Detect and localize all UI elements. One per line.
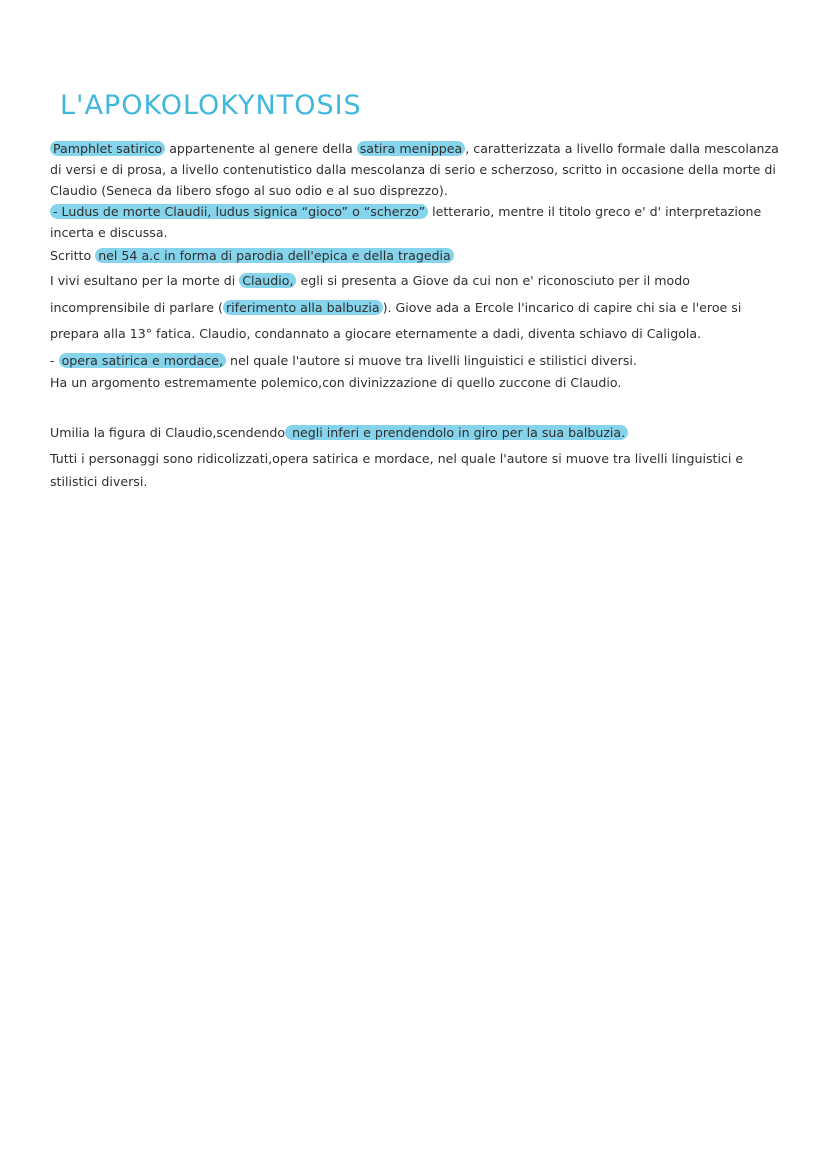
highlight-balbuzia: riferimento alla balbuzia [223,300,383,315]
highlight-claudio: Claudio, [239,273,296,288]
highlight-parodia: nel 54 a.c in forma di parodia dell'epica e della tragedia [95,248,454,263]
page-title: L'APOKOLOKYNTOSIS [60,90,362,121]
paragraph-opera: - opera satirica e mordace, nel quale l'autore si muove tra livelli linguistici e stilistici diversi. [50,352,637,368]
paragraph-trama: I vivi esultano per la morte di Claudio, egli si presenta a Giove da cui non e' riconosciuto per il modo incomprensibile di parlare ( riferimento alla balbuzia ). Giove ada a Ercole l'incarico di capire chi sia e l'eroe si prepara alla 13° fatica. Claudio, condannato a giocare eternamente a dadi, diventa schiavo di Caligola. [50,273,742,342]
highlight-inferi: negli inferi e prendendolo in giro per la sua balbuzia. [285,425,628,440]
paragraph-personaggi: Tutti i personaggi sono ridicolizzati,opera satirica e mordace, nel quale l'autore si muove tra livelli linguistici e stilistici diversi. [50,451,744,489]
paragraph-gap [50,394,780,416]
notes-body [50,138,780,493]
highlight-pamphlet: Pamphlet satirico [50,141,165,156]
highlight-ludus: - Ludus de morte Claudii, ludus signica “gioco” o “scherzo” [50,204,428,219]
paragraph-ludus: - Ludus de morte Claudii, ludus signica “gioco” o “scherzo” letterario, mentre il titolo greco e' d' interpretazione incerta e discussa. [50,204,762,240]
paragraph-argomento: Ha un argomento estremamente polemico,con divinizzazione di quello zuccone di Claudio. [50,374,622,390]
paragraph-scritto: Scritto nel 54 a.c in forma di parodia dell'epica e della tragedia [50,245,780,267]
paragraph-umilia: Umilia la figura di Claudio,scendendo negli inferi e prendendolo in giro per la sua balbuzia. [50,422,780,444]
highlight-satira-menippea: satira menippea [357,141,466,156]
paragraph-pamphlet: Pamphlet satirico appartenente al genere della satira menippea , caratterizzata a livello formale dalla mescolanza di versi e di prosa, a livello contenutistico dalla mescolanza di serio e scherzoso, scritto in occasione della morte di Claudio (Seneca da libero sfogo al suo odio e al suo disprezzo). [50,141,779,198]
highlight-opera-satirica: opera satirica e mordace, [59,353,226,368]
